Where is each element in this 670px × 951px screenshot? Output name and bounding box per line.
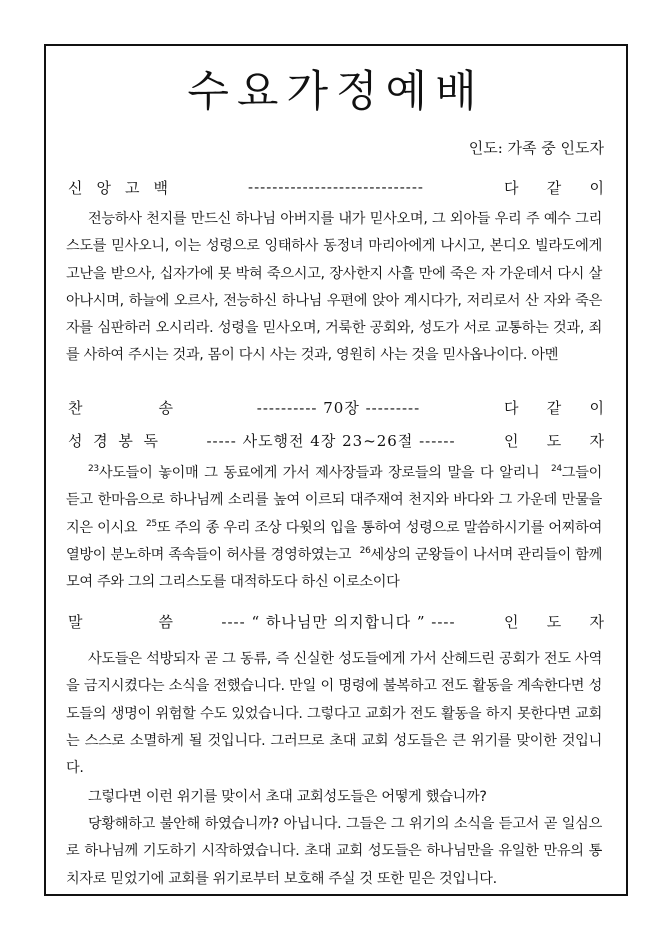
sermon-title: ---- “ 하나님만 의지합니다 ” ---- — [221, 612, 456, 631]
order-label: 말 씀 — [68, 612, 173, 631]
hymn-number: ---------- 70장 --------- — [256, 398, 421, 417]
sermon-paragraph-1: 사도들은 석방되자 곧 그 동류, 즉 신실한 성도들에게 가서 산헤드린 공회가 전도 사역을 금지시켰다는 소식을 전했습니다. 만일 이 명령에 불복하고 전도 활동을 계속한다면 성도들의 생명이 위험할 수도 있었습니다. 그렇다고 교회가 전도 활동을 하지 못한다면 교회는 스스로 소멸하게 될 것입니다. 그러므로 초대 교회 성도들은 큰 위기를 맞이한 것입니다. — [66, 651, 602, 777]
order-performer: 다 같 이 — [504, 398, 604, 417]
page-title: 수요가정예배 — [187, 67, 485, 117]
order-label: 찬 송 — [68, 398, 173, 417]
sermon-paragraph-2: 그렇다면 이런 위기를 맞이서 초대 교회성도들은 어떻게 했습니까? — [88, 789, 487, 805]
verse-number: 24 — [550, 464, 562, 474]
order-performer: 다 같 이 — [504, 178, 604, 197]
worship-order-sheet — [44, 44, 628, 896]
order-row-sermon — [68, 610, 604, 632]
order-row-hymn — [68, 396, 604, 418]
order-leader-line: ----------------------------- — [248, 178, 424, 196]
verse-number: 26 — [359, 545, 371, 556]
order-label: 신 앙 고 백 — [68, 178, 168, 197]
leader-note: 인도: 가족 중 인도자 — [468, 139, 604, 157]
verse-number: 23 — [88, 464, 99, 474]
verse-number: 25 — [145, 518, 157, 529]
sermon-paragraph-3: 당황해하고 불안해 하였습니까? 아닙니다. 그들은 그 위기의 소식을 듣고서 곧 일심으로 하나님께 기도하기 시작하였습니다. 초대 교회 성도들은 하나님만을 유일한 만유의 통치자로 믿었기에 교회를 위기로부터 보호해 주실 것 또한 믿은 것입니다. — [66, 816, 602, 887]
order-label: 성 경 봉 독 — [68, 431, 158, 450]
order-row-scripture — [68, 429, 604, 451]
creed-text: 전능하사 천지를 만드신 하나님 아버지를 내가 믿사오며, 그 외아들 우리 주 예수 그리스도를 믿사오니, 이는 성령으로 잉태하사 동정녀 마리아에게 나시고, 본디오 빌라도에게 고난을 받으사, 십자가에 못 박혀 죽으시고, 장사한지 사흘 만에 죽은 자 가운데서 다시 살아나시며, 하늘에 오르사, 전능하신 하나님 우편에 앉아 계시다가, 저리로서 산 자와 죽은자를 심판하러 오시리라. 성령을 믿사오며, 거룩한 공회와, 성도가 서로 교통하는 것과, 죄를 사하여 주시는 것과, 몸이 다시 사는 것과, 영원히 사는 것을 믿사옵나이다. 아멘 — [66, 211, 602, 364]
order-row-creed — [68, 176, 604, 198]
scripture-text: $^{23}$사도들이 놓이매 그 동료에게 가서 제사장들과 장로들의 말을 다 알리니 $^{24}$그들이 듣고 한마음으로 하나님께 소리를 높여 이르되 대주재여 천지와 바다와 그 가운데 만물을 지은 이시요 $^{25}$또 주의 종 우리 조상 다윗의 입을 통하여 성령으로 말씀하시기를 어찌하여 열방이 분노하며 족속들이 허사를 경영하였는고 $^{26}$세상의 군왕들이 나서며 관리들이 함께 모여 주와 그의 그리스도를 대적하도다 하신 이로소이다 — [66, 464, 603, 591]
scripture-reference: ----- 사도행전 4장 23~26절 ------ — [206, 431, 456, 450]
order-performer: 인 도 자 — [504, 431, 604, 450]
order-performer: 인 도 자 — [504, 612, 604, 631]
